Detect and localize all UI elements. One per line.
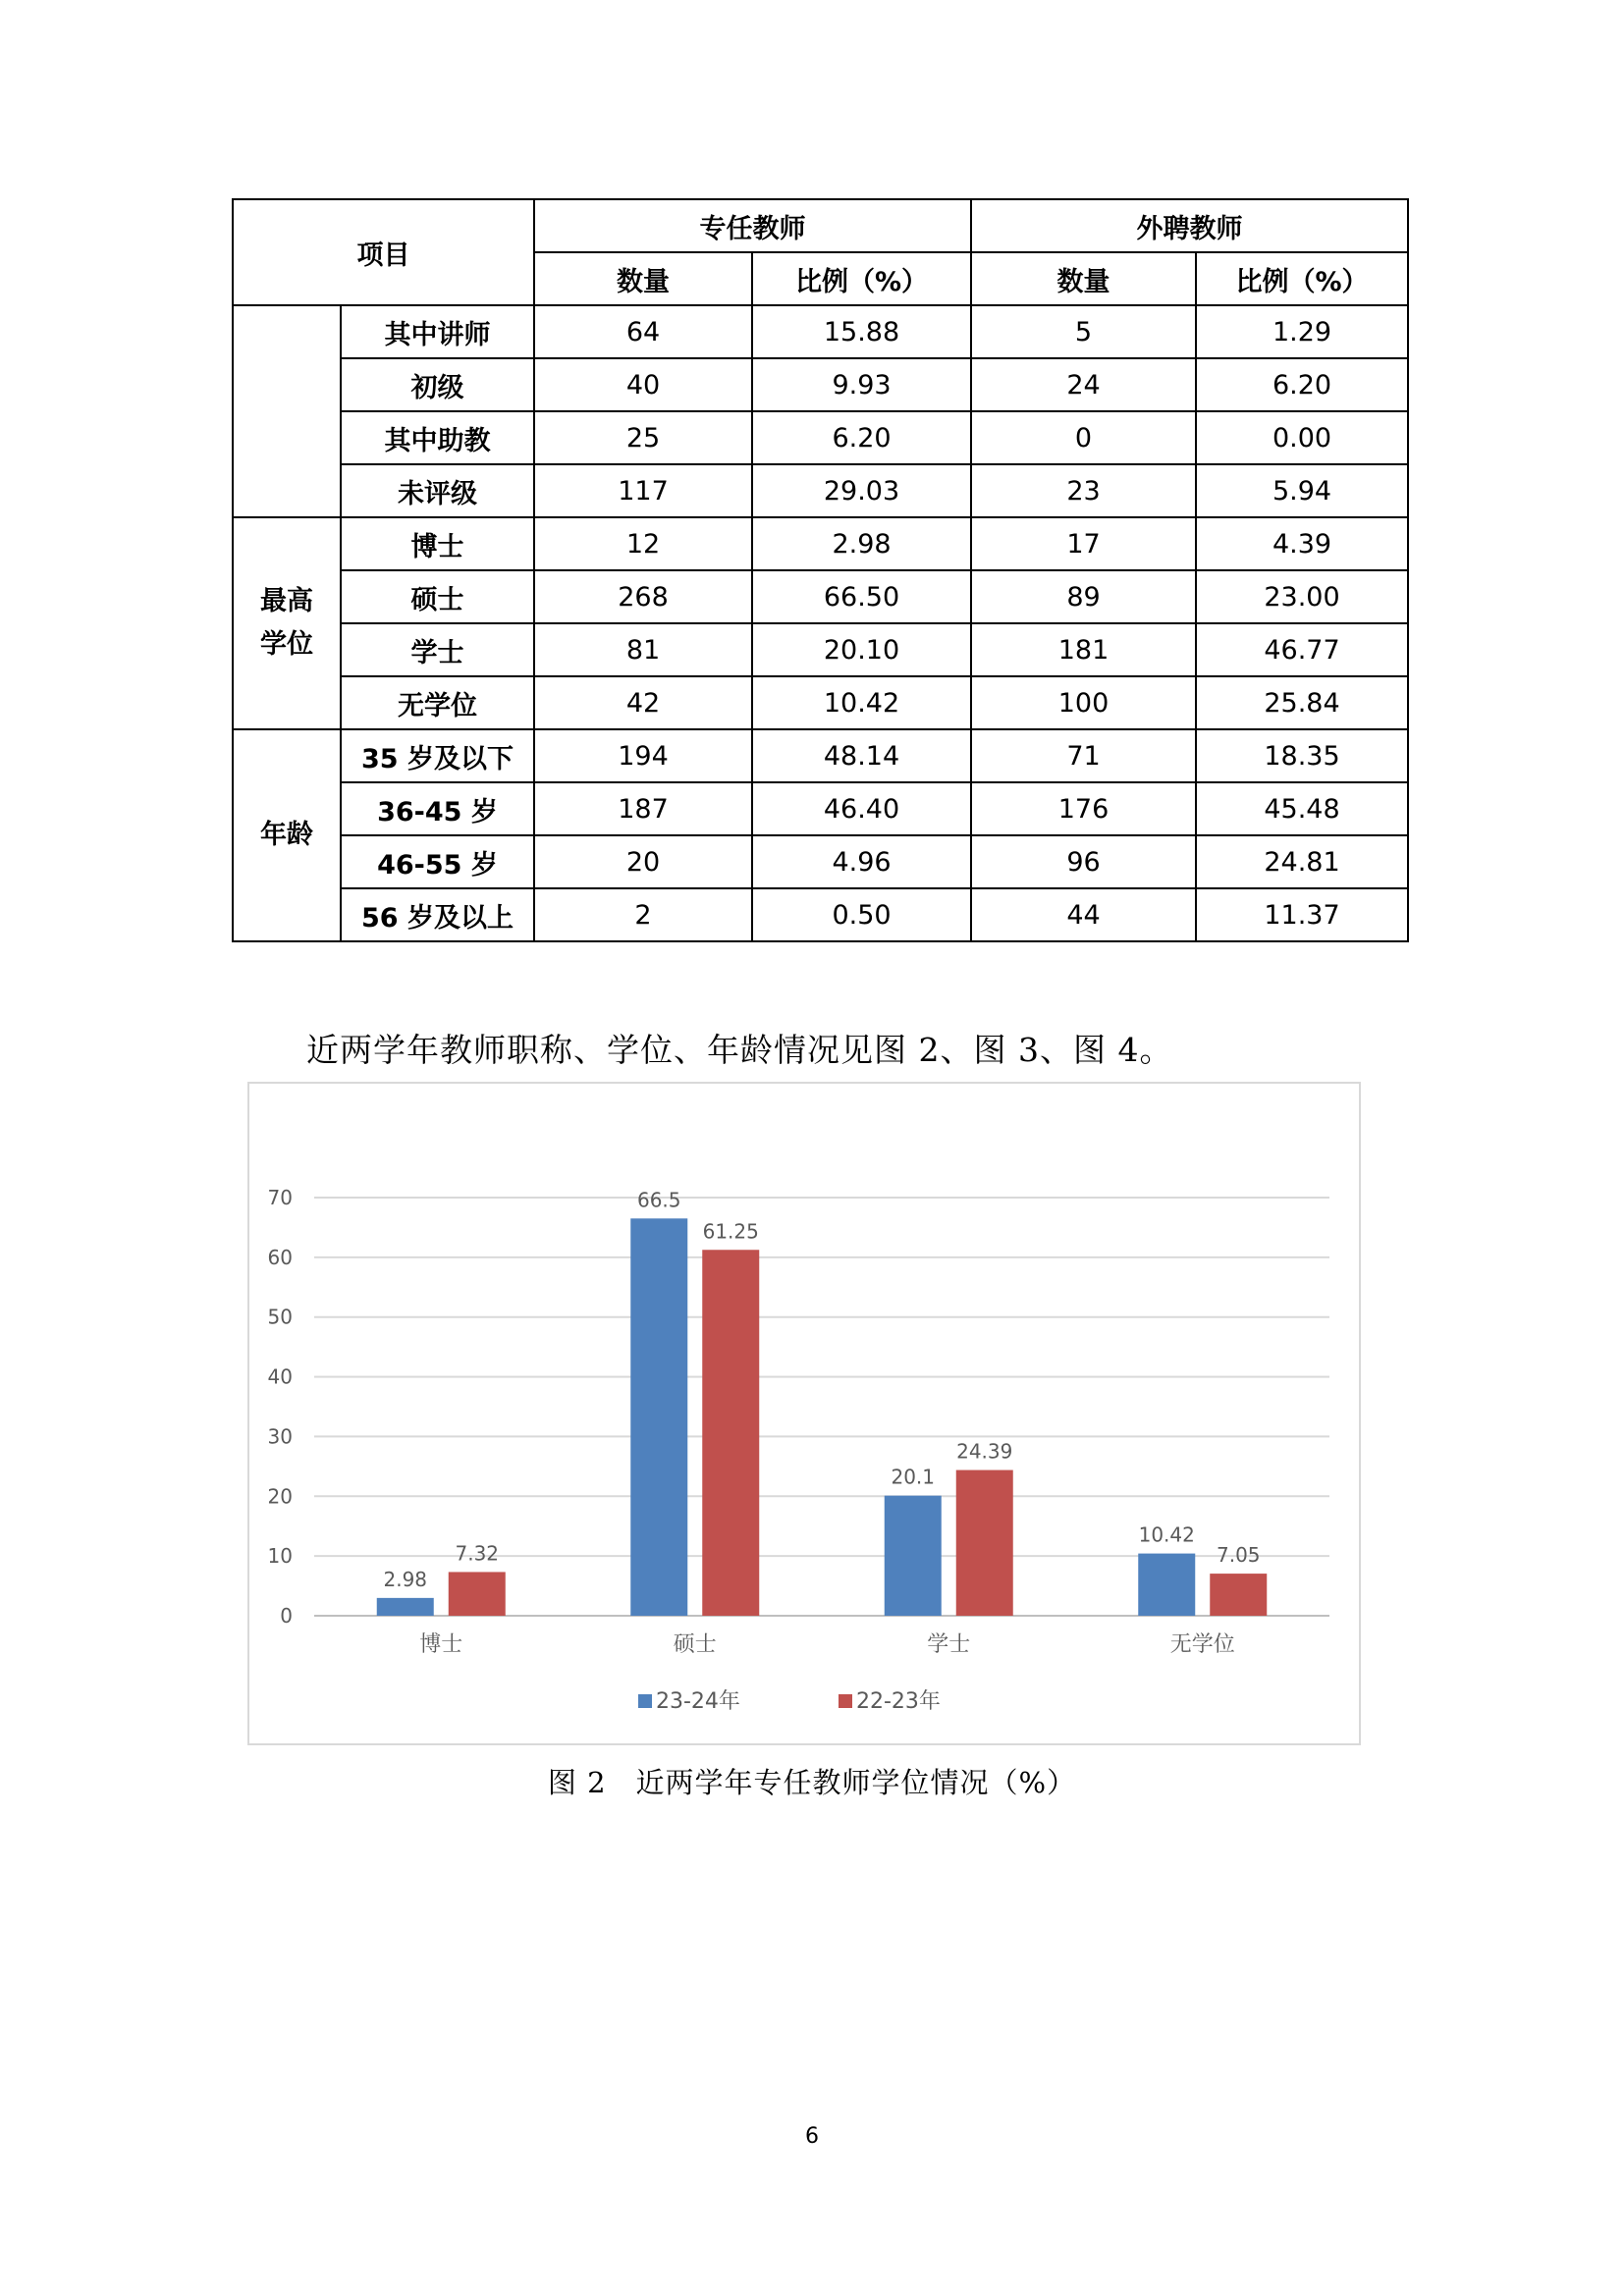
ft-ratio: 9.93 <box>752 358 971 411</box>
x-tick-label: 学士 <box>927 1632 971 1657</box>
ex-count: 5 <box>971 305 1196 358</box>
degree-group-line: 学位 <box>260 629 313 660</box>
row-label: 硕士 <box>341 570 534 623</box>
bar <box>885 1496 942 1616</box>
y-tick-label: 60 <box>267 1245 293 1269</box>
ex-ratio: 45.48 <box>1196 782 1408 835</box>
ex-ratio: 4.39 <box>1196 517 1408 570</box>
header-ex-count: 数量 <box>971 252 1196 305</box>
ft-ratio: 6.20 <box>752 411 971 464</box>
table-row <box>233 570 1408 623</box>
ex-count: 24 <box>971 358 1196 411</box>
ft-ratio: 29.03 <box>752 464 971 517</box>
ft-ratio: 66.50 <box>752 570 971 623</box>
header-ex-ratio: 比例（%） <box>1196 252 1408 305</box>
ft-count: 2 <box>534 888 752 941</box>
page-number: 6 <box>805 2124 819 2149</box>
row-label: 无学位 <box>341 676 534 729</box>
ex-ratio: 11.37 <box>1196 888 1408 941</box>
table-row <box>233 729 1408 782</box>
ex-ratio: 23.00 <box>1196 570 1408 623</box>
ex-count: 176 <box>971 782 1196 835</box>
table-row <box>233 358 1408 411</box>
degree-group-line: 最高 <box>260 586 313 616</box>
y-tick-label: 10 <box>267 1544 293 1569</box>
y-tick-label: 70 <box>267 1186 293 1209</box>
data-label: 61.25 <box>702 1219 759 1244</box>
bar <box>1210 1574 1267 1616</box>
header-external-teachers: 外聘教师 <box>971 199 1408 252</box>
degree-bar-chart <box>247 1082 1361 1745</box>
ft-ratio: 48.14 <box>752 729 971 782</box>
row-label: 36-45 岁 <box>341 782 534 835</box>
y-tick-label: 50 <box>267 1305 293 1329</box>
row-label: 未评级 <box>341 464 534 517</box>
table-row <box>233 676 1408 729</box>
bar <box>630 1218 687 1616</box>
header-ft-ratio: 比例（%） <box>752 252 971 305</box>
ft-ratio: 0.50 <box>752 888 971 941</box>
bar <box>956 1470 1013 1616</box>
legend-swatch <box>638 1694 652 1708</box>
ft-count: 194 <box>534 729 752 782</box>
y-tick-label: 40 <box>267 1364 293 1389</box>
chart-canvas <box>249 1084 1359 1743</box>
ft-count: 268 <box>534 570 752 623</box>
header-fulltime-teachers: 专任教师 <box>534 199 971 252</box>
y-tick-label: 0 <box>280 1604 293 1628</box>
data-label: 10.42 <box>1138 1522 1195 1547</box>
ft-ratio: 15.88 <box>752 305 971 358</box>
bar <box>702 1250 759 1616</box>
table-row <box>233 517 1408 570</box>
ft-count: 64 <box>534 305 752 358</box>
header-item: 项目 <box>233 199 534 305</box>
ft-count: 187 <box>534 782 752 835</box>
ft-count: 117 <box>534 464 752 517</box>
data-label: 7.05 <box>1216 1543 1261 1568</box>
row-label: 其中助教 <box>341 411 534 464</box>
ex-count: 0 <box>971 411 1196 464</box>
bar <box>377 1598 434 1616</box>
x-tick-label: 硕士 <box>673 1632 717 1657</box>
legend-swatch <box>839 1694 852 1708</box>
ft-ratio: 2.98 <box>752 517 971 570</box>
row-label: 其中讲师 <box>341 305 534 358</box>
age-group-label: 年龄 <box>233 729 341 941</box>
figure-caption: 图 2 近两学年专任教师学位情况（%） <box>547 1766 1077 1799</box>
ft-count: 42 <box>534 676 752 729</box>
table-row <box>233 888 1408 941</box>
ex-ratio: 18.35 <box>1196 729 1408 782</box>
ft-count: 20 <box>534 835 752 888</box>
table-row <box>233 782 1408 835</box>
x-tick-label: 博士 <box>419 1632 463 1657</box>
y-tick-label: 20 <box>267 1484 293 1509</box>
table-row <box>233 835 1408 888</box>
ft-ratio: 10.42 <box>752 676 971 729</box>
row-label: 35 岁及以下 <box>341 729 534 782</box>
ex-count: 17 <box>971 517 1196 570</box>
ex-count: 89 <box>971 570 1196 623</box>
ex-count: 100 <box>971 676 1196 729</box>
bar <box>449 1572 506 1616</box>
ft-count: 81 <box>534 623 752 676</box>
degree-group-label <box>233 517 341 729</box>
data-label: 66.5 <box>636 1188 681 1212</box>
ex-count: 181 <box>971 623 1196 676</box>
bar <box>1138 1554 1195 1616</box>
data-label: 7.32 <box>455 1541 500 1566</box>
ex-ratio: 0.00 <box>1196 411 1408 464</box>
ft-ratio: 20.10 <box>752 623 971 676</box>
data-label: 20.1 <box>891 1465 936 1489</box>
x-tick-label: 无学位 <box>1169 1632 1235 1657</box>
row-label: 56 岁及以上 <box>341 888 534 941</box>
teacher-statistics-table <box>232 198 1409 942</box>
y-tick-label: 30 <box>267 1424 293 1449</box>
data-label: 24.39 <box>956 1439 1013 1464</box>
body-paragraph: 近两学年教师职称、学位、年龄情况见图 2、图 3、图 4。 <box>306 1031 1173 1069</box>
ex-count: 71 <box>971 729 1196 782</box>
ex-ratio: 5.94 <box>1196 464 1408 517</box>
ft-count: 25 <box>534 411 752 464</box>
table-row <box>233 305 1408 358</box>
table-header-row <box>233 199 1408 252</box>
title-group-blank <box>233 305 341 517</box>
ex-ratio: 1.29 <box>1196 305 1408 358</box>
table-row <box>233 464 1408 517</box>
ft-ratio: 46.40 <box>752 782 971 835</box>
ex-ratio: 46.77 <box>1196 623 1408 676</box>
row-label: 博士 <box>341 517 534 570</box>
row-label: 初级 <box>341 358 534 411</box>
table-row <box>233 411 1408 464</box>
ex-count: 44 <box>971 888 1196 941</box>
ft-count: 12 <box>534 517 752 570</box>
ex-count: 23 <box>971 464 1196 517</box>
ex-ratio: 24.81 <box>1196 835 1408 888</box>
row-label: 46-55 岁 <box>341 835 534 888</box>
table-row <box>233 623 1408 676</box>
header-ft-count: 数量 <box>534 252 752 305</box>
ex-count: 96 <box>971 835 1196 888</box>
ft-ratio: 4.96 <box>752 835 971 888</box>
ex-ratio: 6.20 <box>1196 358 1408 411</box>
ex-ratio: 25.84 <box>1196 676 1408 729</box>
legend-entry: 22-23年 <box>856 1689 941 1714</box>
legend-entry: 23-24年 <box>656 1689 740 1714</box>
row-label: 学士 <box>341 623 534 676</box>
data-label: 2.98 <box>383 1567 428 1591</box>
ft-count: 40 <box>534 358 752 411</box>
